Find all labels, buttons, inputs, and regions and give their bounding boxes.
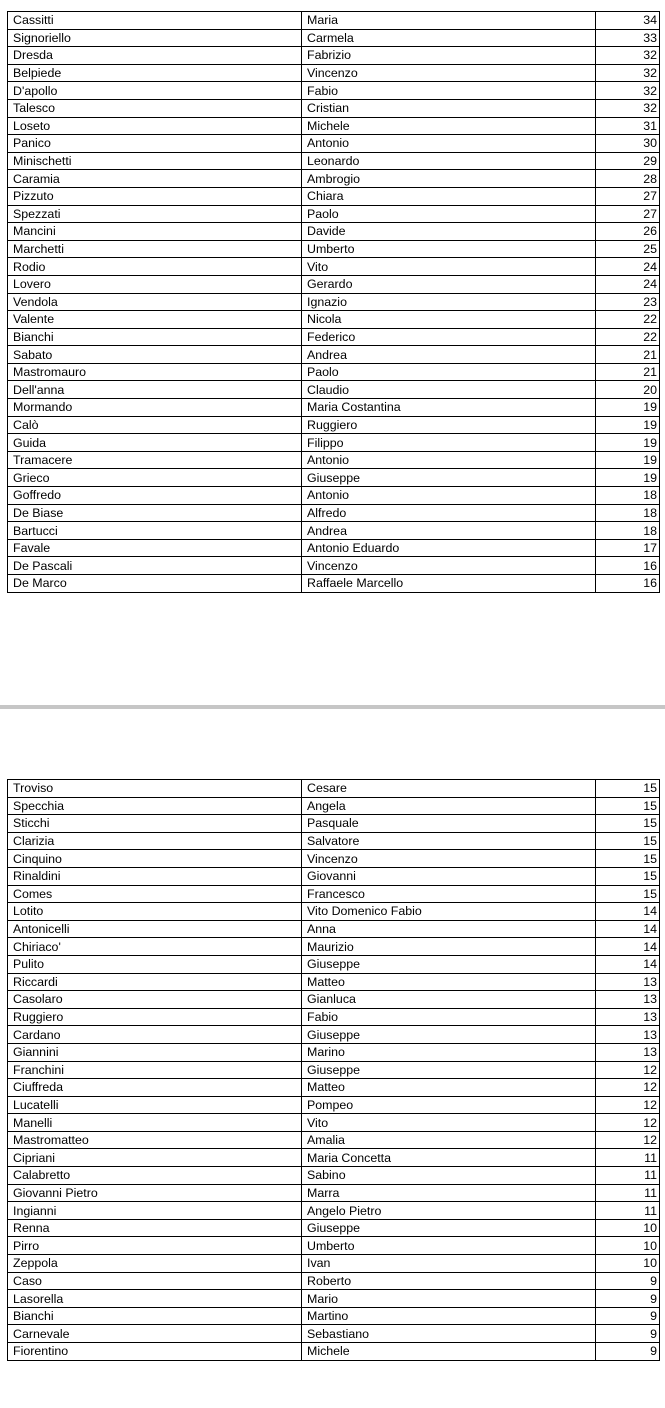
- first-name-cell: Andrea: [302, 346, 596, 364]
- first-name-cell: Vito: [302, 1114, 596, 1132]
- surname-cell: De Biase: [8, 504, 302, 522]
- count-cell: 14: [596, 955, 660, 973]
- surname-cell: Panico: [8, 135, 302, 153]
- count-cell: 26: [596, 223, 660, 241]
- table-row: [8, 1272, 660, 1290]
- table-row: [8, 223, 660, 241]
- table-row: [8, 780, 660, 798]
- surname-cell: Antonicelli: [8, 920, 302, 938]
- surname-cell: Rodio: [8, 258, 302, 276]
- count-cell: 21: [596, 346, 660, 364]
- count-cell: 19: [596, 469, 660, 487]
- table-row: [8, 1096, 660, 1114]
- surname-cell: Lovero: [8, 275, 302, 293]
- table-row: [8, 955, 660, 973]
- first-name-cell: Anna: [302, 920, 596, 938]
- surname-cell: Guida: [8, 434, 302, 452]
- first-name-cell: Paolo: [302, 363, 596, 381]
- first-name-cell: Vincenzo: [302, 850, 596, 868]
- first-name-cell: Fabio: [302, 1008, 596, 1026]
- table-row: [8, 258, 660, 276]
- surname-cell: Talesco: [8, 99, 302, 117]
- first-name-cell: Antonio: [302, 135, 596, 153]
- table-row: [8, 187, 660, 205]
- table-row: [8, 434, 660, 452]
- count-cell: 13: [596, 1026, 660, 1044]
- surname-cell: Casolaro: [8, 991, 302, 1009]
- first-name-cell: Amalia: [302, 1131, 596, 1149]
- surname-cell: Mastromauro: [8, 363, 302, 381]
- surname-cell: Pulito: [8, 955, 302, 973]
- first-name-cell: Alfredo: [302, 504, 596, 522]
- first-name-cell: Antonio: [302, 451, 596, 469]
- surname-cell: Renna: [8, 1219, 302, 1237]
- surname-cell: Goffredo: [8, 487, 302, 505]
- surname-cell: Carnevale: [8, 1325, 302, 1343]
- surname-cell: De Pascali: [8, 557, 302, 575]
- table-row: [8, 1131, 660, 1149]
- first-name-cell: Giovanni: [302, 867, 596, 885]
- surname-cell: Lotito: [8, 903, 302, 921]
- surname-cell: Tramacere: [8, 451, 302, 469]
- surname-cell: Belpiede: [8, 64, 302, 82]
- first-name-cell: Cesare: [302, 780, 596, 798]
- table-row: [8, 885, 660, 903]
- first-name-cell: Vito Domenico Fabio: [302, 903, 596, 921]
- count-cell: 31: [596, 117, 660, 135]
- table-row: [8, 797, 660, 815]
- first-name-cell: Giuseppe: [302, 955, 596, 973]
- surname-cell: Calabretto: [8, 1167, 302, 1185]
- table-row: [8, 135, 660, 153]
- table-row: [8, 487, 660, 505]
- surname-cell: Mastromatteo: [8, 1131, 302, 1149]
- count-cell: 19: [596, 434, 660, 452]
- first-name-cell: Antonio: [302, 487, 596, 505]
- table-row: [8, 469, 660, 487]
- count-cell: 19: [596, 416, 660, 434]
- surname-cell: Giovanni Pietro: [8, 1184, 302, 1202]
- surname-cell: Sticchi: [8, 815, 302, 833]
- data-table: [7, 779, 660, 1361]
- surname-cell: Spezzati: [8, 205, 302, 223]
- first-name-cell: Fabio: [302, 82, 596, 100]
- surname-cell: Riccardi: [8, 973, 302, 991]
- first-name-cell: Ivan: [302, 1255, 596, 1273]
- count-cell: 12: [596, 1079, 660, 1097]
- count-cell: 13: [596, 973, 660, 991]
- first-name-cell: Vito: [302, 258, 596, 276]
- count-cell: 10: [596, 1219, 660, 1237]
- surname-cell: Rinaldini: [8, 867, 302, 885]
- table-row: [8, 328, 660, 346]
- table-row: [8, 152, 660, 170]
- surname-cell: Dell'anna: [8, 381, 302, 399]
- first-name-cell: Filippo: [302, 434, 596, 452]
- first-name-cell: Salvatore: [302, 832, 596, 850]
- table-row: [8, 275, 660, 293]
- surname-cell: Dresda: [8, 47, 302, 65]
- table-row: [8, 832, 660, 850]
- count-cell: 10: [596, 1237, 660, 1255]
- surname-cell: Caramia: [8, 170, 302, 188]
- surname-cell: Cardano: [8, 1026, 302, 1044]
- surname-cell: Valente: [8, 311, 302, 329]
- first-name-cell: Ignazio: [302, 293, 596, 311]
- count-cell: 21: [596, 363, 660, 381]
- data-table: [7, 11, 660, 593]
- surname-cell: Franchini: [8, 1061, 302, 1079]
- first-name-cell: Davide: [302, 223, 596, 241]
- count-cell: 25: [596, 240, 660, 258]
- first-name-cell: Maria Concetta: [302, 1149, 596, 1167]
- count-cell: 15: [596, 832, 660, 850]
- count-cell: 14: [596, 938, 660, 956]
- count-cell: 20: [596, 381, 660, 399]
- count-cell: 16: [596, 557, 660, 575]
- count-cell: 14: [596, 903, 660, 921]
- table-row: [8, 1026, 660, 1044]
- first-name-cell: Pompeo: [302, 1096, 596, 1114]
- table-row: [8, 293, 660, 311]
- surname-cell: Minischetti: [8, 152, 302, 170]
- table-row: [8, 1149, 660, 1167]
- table-row: [8, 399, 660, 417]
- count-cell: 18: [596, 487, 660, 505]
- count-cell: 13: [596, 1043, 660, 1061]
- surname-cell: Grieco: [8, 469, 302, 487]
- count-cell: 27: [596, 205, 660, 223]
- surname-cell: Lucatelli: [8, 1096, 302, 1114]
- count-cell: 12: [596, 1114, 660, 1132]
- table-row: [8, 920, 660, 938]
- count-cell: 12: [596, 1096, 660, 1114]
- first-name-cell: Giuseppe: [302, 1026, 596, 1044]
- surname-cell: Cassitti: [8, 12, 302, 30]
- first-name-cell: Cristian: [302, 99, 596, 117]
- table-row: [8, 311, 660, 329]
- count-cell: 32: [596, 64, 660, 82]
- count-cell: 19: [596, 399, 660, 417]
- count-cell: 15: [596, 885, 660, 903]
- first-name-cell: Federico: [302, 328, 596, 346]
- table-row: [8, 1202, 660, 1220]
- first-name-cell: Ambrogio: [302, 170, 596, 188]
- table-row: [8, 1167, 660, 1185]
- first-name-cell: Carmela: [302, 29, 596, 47]
- table-row: [8, 205, 660, 223]
- surname-cell: Pizzuto: [8, 187, 302, 205]
- table-row: [8, 47, 660, 65]
- surname-cell: Cinquino: [8, 850, 302, 868]
- first-name-cell: Matteo: [302, 1079, 596, 1097]
- surname-cell: Favale: [8, 539, 302, 557]
- count-cell: 13: [596, 1008, 660, 1026]
- count-cell: 9: [596, 1307, 660, 1325]
- first-name-cell: Francesco: [302, 885, 596, 903]
- surname-cell: Bianchi: [8, 328, 302, 346]
- first-name-cell: Gianluca: [302, 991, 596, 1009]
- count-cell: 30: [596, 135, 660, 153]
- table-row: [8, 451, 660, 469]
- first-name-cell: Paolo: [302, 205, 596, 223]
- table-row: [8, 1043, 660, 1061]
- count-cell: 11: [596, 1149, 660, 1167]
- first-name-cell: Giuseppe: [302, 1061, 596, 1079]
- table-row: [8, 1184, 660, 1202]
- surname-cell: Zeppola: [8, 1255, 302, 1273]
- first-name-cell: Raffaele Marcello: [302, 575, 596, 593]
- surname-cell: Signoriello: [8, 29, 302, 47]
- table-row: [8, 99, 660, 117]
- table-row: [8, 815, 660, 833]
- surname-cell: Mancini: [8, 223, 302, 241]
- table-row: [8, 850, 660, 868]
- table-row: [8, 867, 660, 885]
- count-cell: 15: [596, 797, 660, 815]
- count-cell: 29: [596, 152, 660, 170]
- surname-cell: Ingianni: [8, 1202, 302, 1220]
- table-row: [8, 29, 660, 47]
- page-divider: [0, 705, 665, 709]
- table-row: [8, 381, 660, 399]
- surname-cell: Pirro: [8, 1237, 302, 1255]
- first-name-cell: Matteo: [302, 973, 596, 991]
- table-row: [8, 346, 660, 364]
- surname-cell: Bartucci: [8, 522, 302, 540]
- surname-cell: D'apollo: [8, 82, 302, 100]
- surname-cell: Mormando: [8, 399, 302, 417]
- table-row: [8, 1307, 660, 1325]
- surname-cell: Troviso: [8, 780, 302, 798]
- count-cell: 24: [596, 275, 660, 293]
- table-row: [8, 575, 660, 593]
- table-row: [8, 1079, 660, 1097]
- table-row: [8, 1255, 660, 1273]
- surname-cell: Loseto: [8, 117, 302, 135]
- count-cell: 17: [596, 539, 660, 557]
- count-cell: 28: [596, 170, 660, 188]
- table-row: [8, 903, 660, 921]
- count-cell: 15: [596, 780, 660, 798]
- count-cell: 22: [596, 311, 660, 329]
- count-cell: 32: [596, 99, 660, 117]
- first-name-cell: Antonio Eduardo: [302, 539, 596, 557]
- first-name-cell: Nicola: [302, 311, 596, 329]
- first-name-cell: Marra: [302, 1184, 596, 1202]
- count-cell: 22: [596, 328, 660, 346]
- count-cell: 14: [596, 920, 660, 938]
- count-cell: 32: [596, 82, 660, 100]
- count-cell: 33: [596, 29, 660, 47]
- surname-cell: Calò: [8, 416, 302, 434]
- table-row: [8, 539, 660, 557]
- count-cell: 13: [596, 991, 660, 1009]
- table-row: [8, 1343, 660, 1361]
- first-name-cell: Mario: [302, 1290, 596, 1308]
- table-row: [8, 416, 660, 434]
- table-row: [8, 117, 660, 135]
- surname-cell: Specchia: [8, 797, 302, 815]
- first-name-cell: Fabrizio: [302, 47, 596, 65]
- first-name-cell: Vincenzo: [302, 64, 596, 82]
- table-row: [8, 522, 660, 540]
- first-name-cell: Pasquale: [302, 815, 596, 833]
- first-name-cell: Maurizio: [302, 938, 596, 956]
- surname-cell: Vendola: [8, 293, 302, 311]
- count-cell: 11: [596, 1202, 660, 1220]
- count-cell: 12: [596, 1131, 660, 1149]
- count-cell: 9: [596, 1272, 660, 1290]
- table-row: [8, 1325, 660, 1343]
- first-name-cell: Vincenzo: [302, 557, 596, 575]
- count-cell: 24: [596, 258, 660, 276]
- surname-cell: Bianchi: [8, 1307, 302, 1325]
- surname-cell: Ruggiero: [8, 1008, 302, 1026]
- first-name-cell: Umberto: [302, 240, 596, 258]
- surname-cell: Sabato: [8, 346, 302, 364]
- count-cell: 27: [596, 187, 660, 205]
- surname-cell: Ciuffreda: [8, 1079, 302, 1097]
- first-name-cell: Giuseppe: [302, 469, 596, 487]
- first-name-cell: Umberto: [302, 1237, 596, 1255]
- table-row: [8, 82, 660, 100]
- surname-cell: Marchetti: [8, 240, 302, 258]
- surname-cell: Clarizia: [8, 832, 302, 850]
- first-name-cell: Gerardo: [302, 275, 596, 293]
- first-name-cell: Martino: [302, 1307, 596, 1325]
- table-row: [8, 1219, 660, 1237]
- first-name-cell: Leonardo: [302, 152, 596, 170]
- table-row: [8, 240, 660, 258]
- surname-cell: Fiorentino: [8, 1343, 302, 1361]
- count-cell: 15: [596, 850, 660, 868]
- first-name-cell: Marino: [302, 1043, 596, 1061]
- first-name-cell: Andrea: [302, 522, 596, 540]
- table-row: [8, 1290, 660, 1308]
- table-row: [8, 1008, 660, 1026]
- count-cell: 12: [596, 1061, 660, 1079]
- table-row: [8, 1061, 660, 1079]
- count-cell: 18: [596, 522, 660, 540]
- count-cell: 19: [596, 451, 660, 469]
- first-name-cell: Claudio: [302, 381, 596, 399]
- table-row: [8, 938, 660, 956]
- surname-cell: De Marco: [8, 575, 302, 593]
- count-cell: 9: [596, 1290, 660, 1308]
- first-name-cell: Sabino: [302, 1167, 596, 1185]
- first-name-cell: Giuseppe: [302, 1219, 596, 1237]
- first-name-cell: Maria: [302, 12, 596, 30]
- first-name-cell: Ruggiero: [302, 416, 596, 434]
- surname-cell: Comes: [8, 885, 302, 903]
- count-cell: 9: [596, 1325, 660, 1343]
- first-name-cell: Chiara: [302, 187, 596, 205]
- surname-cell: Manelli: [8, 1114, 302, 1132]
- first-name-cell: Michele: [302, 1343, 596, 1361]
- surname-cell: Chiriaco': [8, 938, 302, 956]
- count-cell: 32: [596, 47, 660, 65]
- count-cell: 15: [596, 867, 660, 885]
- count-cell: 11: [596, 1184, 660, 1202]
- first-name-cell: Angela: [302, 797, 596, 815]
- count-cell: 15: [596, 815, 660, 833]
- count-cell: 10: [596, 1255, 660, 1273]
- surname-cell: Caso: [8, 1272, 302, 1290]
- table-row: [8, 557, 660, 575]
- count-cell: 9: [596, 1343, 660, 1361]
- first-name-cell: Maria Costantina: [302, 399, 596, 417]
- first-name-cell: Roberto: [302, 1272, 596, 1290]
- table-row: [8, 973, 660, 991]
- count-cell: 16: [596, 575, 660, 593]
- table-row: [8, 504, 660, 522]
- first-name-cell: Michele: [302, 117, 596, 135]
- count-cell: 23: [596, 293, 660, 311]
- surname-cell: Giannini: [8, 1043, 302, 1061]
- table-row: [8, 12, 660, 30]
- count-cell: 11: [596, 1167, 660, 1185]
- table-row: [8, 1114, 660, 1132]
- first-name-cell: Sebastiano: [302, 1325, 596, 1343]
- table-row: [8, 363, 660, 381]
- table-row: [8, 64, 660, 82]
- table-row: [8, 170, 660, 188]
- table-row: [8, 991, 660, 1009]
- count-cell: 34: [596, 12, 660, 30]
- surname-cell: Lasorella: [8, 1290, 302, 1308]
- count-cell: 18: [596, 504, 660, 522]
- table-row: [8, 1237, 660, 1255]
- surname-cell: Cipriani: [8, 1149, 302, 1167]
- first-name-cell: Angelo Pietro: [302, 1202, 596, 1220]
